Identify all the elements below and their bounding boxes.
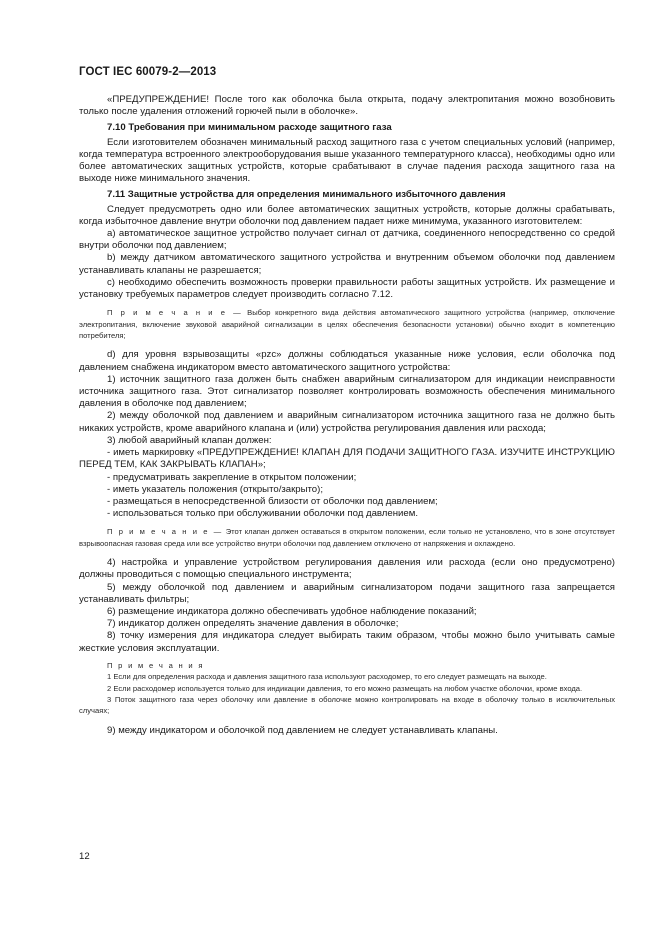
- item-d1: 1) источник защитного газа должен быть снабжен аварийным сигнализатором для индикации неисправности источника защитного газа. Этот сигнализатор позволяет контролировать возможность обеспечения минимального давления в оболочке под давлением;: [79, 373, 615, 410]
- document-page: [79, 66, 615, 737]
- item-d3-marking: - иметь маркировку «ПРЕДУПРЕЖДЕНИЕ! КЛАПАН ДЛЯ ПОДАЧИ ЗАЩИТНОГО ГАЗА. ИЗУЧИТЕ ИНСТРУКЦИЮ ПЕРЕД ТЕМ, КАК ЗАКРЫВАТЬ КЛАПАН»;: [79, 447, 615, 471]
- item-d4: 4) настройка и управление устройством регулирования давления или расхода (если оно предусмотрено) должны проводиться с помощью специального инструмента;: [79, 557, 615, 581]
- note-item-2: 2 Если расходомер используется только для индикации давления, то его можно размещать на любом участке оболочки, кроме входа.: [107, 683, 583, 693]
- note-1: [79, 307, 615, 341]
- notes-block: [79, 660, 615, 717]
- note-1-label: П р и м е ч а н и е —: [107, 308, 243, 318]
- item-d5: 5) между оболочкой под давлением и аварийным сигнализатором подачи защитного газа запрещается устанавливать фильтры;: [79, 581, 615, 605]
- item-d8: 8) точку измерения для индикатора следует выбирать таким образом, чтобы можно было учитывать самые жесткие условия эксплуатации.: [79, 630, 615, 654]
- section-7-10-title: 7.10 Требования при минимальном расходе защитного газа: [107, 122, 392, 134]
- note-item-1: 1 Если для определения расхода и давления защитного газа используют расходомер, то его следует размещать на выходе.: [107, 672, 547, 682]
- item-d3-placement: - размещаться в непосредственной близости от оболочки под давлением;: [107, 495, 438, 507]
- note-2-text: Этот клапан должен оставаться в открытом положении, если только не установлено, что в зоне отсутствует взрывоопасная газовая среда или все устройство внутри оболочки под давлением отключено от напряжения и охлаждено.: [79, 527, 615, 548]
- item-d9: 9) между индикатором и оболочкой под давлением не следует устанавливать клапаны.: [107, 724, 498, 736]
- notes-label: [79, 660, 615, 671]
- item-a: a) автоматическое защитное устройство получает сигнал от датчика, соединенного непосредственно со средой внутри оболочки под давлением;: [79, 228, 615, 252]
- note-2: [79, 526, 615, 549]
- note-2-label: П р и м е ч а н и е —: [107, 527, 224, 537]
- section-7-10-text: Если изготовителем обозначен минимальный расход защитного газа с учетом специальных условий (например, когда температура встроенного электрооборудования выше указанного температурного класса), необходимы одно или более автоматических защитных устройств, которые срабатывают в случае падения расхода защитного газа на выходе ниже минимального значения.: [79, 136, 615, 185]
- section-7-11-text: Следует предусмотреть одно или более автоматических защитных устройств, которые должны срабатывать, когда избыточное давление внутри оболочки под давлением падает ниже минимума, указанного изготовителем:: [79, 203, 615, 227]
- section-7-11-title: 7.11 Защитные устройства для определения минимального избыточного давления: [107, 189, 506, 201]
- item-b: b) между датчиком автоматического защитного устройства и внутренним объемом оболочки под давлением устанавливать клапаны не разрешается;: [79, 252, 615, 276]
- note-item-3: 3 Поток защитного газа через оболочку или давление в оболочке можно контролировать на входе в оболочку только в исключительных случаях;: [79, 694, 615, 716]
- notes-label-text: П р и м е ч а н и я: [107, 660, 205, 670]
- note-1-text: Выбор конкретного вида действия автоматического защитного устройства (например, отключение электропитания, включение звуковой аварийной сигнализации в целях обеспечения безопасности установки) обычно входит в компетенцию потребителя;: [79, 308, 616, 341]
- item-d3-fixing: - предусматривать закрепление в открытом положении;: [107, 471, 357, 483]
- item-d2: 2) между оболочкой под давлением и аварийным сигнализатором источника защитного газа не должно быть никаких устройств, кроме аварийного клапана и (или) устройства регулирования давления или расхода;: [79, 410, 615, 434]
- document-header: ГОСТ IEC 60079-2—2013: [79, 66, 217, 78]
- item-d3-indicator: - иметь указатель положения (открыто/закрыто);: [107, 483, 324, 495]
- item-d6: 6) размещение индикатора должно обеспечивать удобное наблюдение показаний;: [107, 605, 477, 617]
- item-d7: 7) индикатор должен определять значение давления в оболочке;: [107, 618, 399, 630]
- item-d3-usage: - использоваться только при обслуживании оболочки под давлением.: [107, 508, 418, 520]
- page-number: 12: [79, 851, 90, 862]
- item-d: d) для уровня взрывозащиты «pzc» должны соблюдаться указанные ниже условия, если оболочка под давлением снабжена индикатором вместо автоматического защитного устройства:: [79, 349, 615, 373]
- item-d3: 3) любой аварийный клапан должен:: [107, 434, 272, 446]
- warning-paragraph: «ПРЕДУПРЕЖДЕНИЕ! После того как оболочка была открыта, подачу электропитания можно возобновить только после удаления отложений горючей пыли в оболочке».: [79, 94, 615, 118]
- item-c: c) необходимо обеспечить возможность проверки правильности работы защитных устройств. Их размещение и установку требуемых параметров следует производить согласно 7.12.: [79, 276, 615, 301]
